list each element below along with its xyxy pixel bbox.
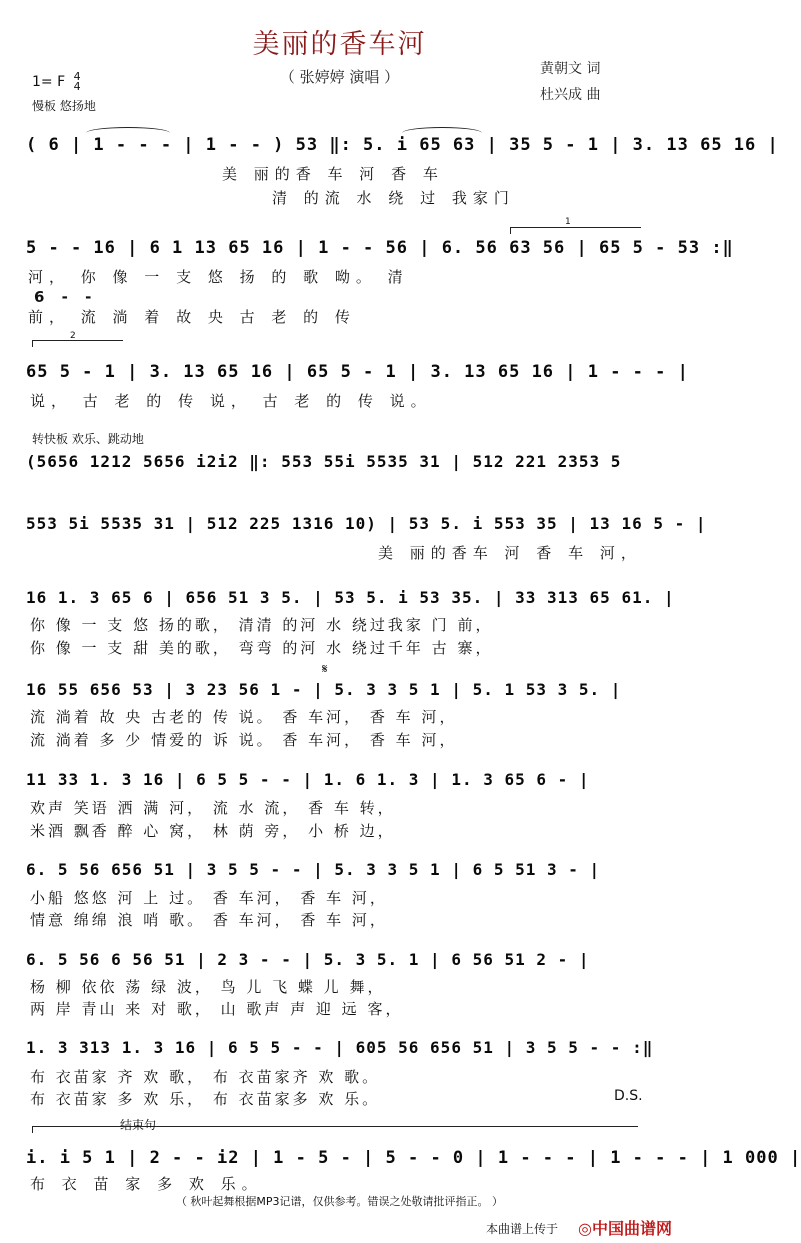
lyric-line: 布 衣苗家 齐 欢 歌， 布 衣苗家齐 欢 歌。 — [30, 1068, 381, 1086]
lyric-line: 美 丽的香车 河 香 车 河， — [378, 544, 642, 562]
lyric-line: 清 的流 水 绕 过 我家门 — [272, 189, 515, 207]
lyric-line: 布 衣 苗 家 多 欢 乐。 — [30, 1175, 263, 1193]
site-logo — [578, 1216, 672, 1239]
score-line-6: 16 1. 3 65 6 | 656 51 3 5. | 53 5. i 53 35. | 33 313 65 61. | — [26, 588, 675, 607]
lyric-line: 欢声 笑语 洒 满 河， 流 水 流， 香 车 转， — [30, 799, 396, 817]
segno-sign: 𝄋 — [322, 662, 328, 677]
lyric-line: 布 衣苗家 多 欢 乐， 布 衣苗家多 欢 乐。 — [30, 1090, 381, 1108]
tempo-marking: 慢板 悠扬地 — [32, 99, 96, 113]
second-ending-bracket — [32, 340, 123, 347]
lyric-line: 你 像 一 支 甜 美的歌， 弯弯 的河 水 绕过千年 古 寨， — [30, 639, 494, 657]
lyric-note-fragment: 6 - - — [34, 288, 98, 306]
first-ending-bracket — [510, 227, 641, 234]
song-title: 美丽的香车河 — [252, 29, 427, 60]
lyric-line: 美 丽的香 车 河 香 车 — [222, 165, 444, 183]
volta-number: 1 — [565, 217, 571, 227]
score-line-3: 65 5 - 1 | 3. 13 65 16 | 65 5 - 1 | 3. 13 65 16 | 1 - - - | — [26, 362, 689, 382]
ending-label: 结束句 — [120, 1118, 157, 1132]
transcription-note: （ 秋叶起舞根据MP3记谱，仅供参考。错误之处敬请批评指正。 ） — [175, 1195, 504, 1208]
score-line-4: (5656 1212 5656 i2i2 ‖: 553 55i 5535 31 | 512 221 2353 5 — [26, 452, 622, 471]
score-line-9: 6. 5 56 656 51 | 3 5 5 - - | 5. 3 3 5 1 | 6 5 51 3 - | — [26, 860, 601, 879]
volta-number: 2 — [70, 331, 76, 341]
score-line-1: ( 6 | 1 - - - | 1 - - ) 53 ‖: 5. i 65 63 | 35 5 - 1 | 3. 13 65 16 | — [26, 135, 779, 155]
tie — [402, 127, 482, 133]
upload-label: 本曲谱上传于 — [486, 1222, 559, 1236]
key-label: 1= F — [32, 74, 66, 90]
score-line-12: i. i 5 1 | 2 - - i2 | 1 - 5 - | 5 - - 0 | 1 - - - | 1 - - - | 1 000 | — [26, 1148, 801, 1168]
score-line-11: 1. 3 313 1. 3 16 | 6 5 5 - - | 605 56 656 51 | 3 5 5 - - :‖ — [26, 1038, 654, 1057]
tie — [86, 127, 170, 133]
lyric-line: 河， 你 像 一 支 悠 扬 的 歌 呦。 清 — [28, 268, 409, 286]
logo-icon: ◎ — [578, 1219, 592, 1238]
score-line-10: 6. 5 56 6 56 51 | 2 3 - - | 5. 3 5. 1 | 6 56 51 2 - | — [26, 950, 590, 969]
lyricist-credit: 黄朝文 词 — [540, 61, 601, 77]
time-signature — [74, 72, 81, 92]
lyric-line: 两 岸 青山 来 对 歌， 山 歌声 声 迎 远 客， — [30, 1000, 404, 1018]
tempo-change: 转快板 欢乐、跳动地 — [32, 432, 144, 446]
site-name: 中国曲谱网 — [591, 1219, 672, 1238]
lyric-line: 你 像 一 支 悠 扬的歌， 清清 的河 水 绕过我家 门 前， — [30, 616, 494, 634]
score-line-7: 16 55 656 53 | 3 23 56 1 - | 5. 3 3 5 1 | 5. 1 53 3 5. | — [26, 680, 622, 699]
key-signature — [32, 72, 81, 92]
score-line-2: 5 - - 16 | 6 1 13 65 16 | 1 - - 56 | 6. 56 63 56 | 65 5 - 53 :‖ — [26, 238, 734, 258]
dal-segno-marking: D.S. — [614, 1088, 643, 1104]
lyric-line: 米酒 飘香 醉 心 窝， 林 荫 旁， 小 桥 边， — [30, 822, 396, 840]
lyric-line: 前， 流 淌 着 故 央 古 老 的 传 — [28, 308, 356, 326]
score-line-8: 11 33 1. 3 16 | 6 5 5 - - | 1. 6 1. 3 | 1. 3 65 6 - | — [26, 770, 590, 789]
lyric-line: 说， 古 老 的 传 说， 古 老 的 传 说。 — [30, 392, 432, 410]
lyric-line: 情意 绵绵 浪 哨 歌。 香 车河， 香 车 河， — [30, 911, 388, 929]
time-top: 4 — [73, 70, 81, 83]
lyric-line: 流 淌着 故 央 古老的 传 说。 香 车河， 香 车 河， — [30, 708, 458, 726]
lyric-line: 小船 悠悠 河 上 过。 香 车河， 香 车 河， — [30, 889, 388, 907]
time-bottom: 4 — [73, 80, 81, 93]
composer-credit: 杜兴成 曲 — [540, 87, 601, 103]
singer-subtitle: （ 张婷婷 演唱 ） — [279, 68, 400, 86]
lyric-line: 流 淌着 多 少 情爱的 诉 说。 香 车河， 香 车 河， — [30, 731, 458, 749]
score-line-5: 553 5i 5535 31 | 512 225 1316 10) | 53 5. i 553 35 | 13 16 5 - | — [26, 514, 707, 533]
lyric-line: 杨 柳 依依 荡 绿 波， 鸟 儿 飞 蝶 儿 舞， — [30, 978, 386, 996]
